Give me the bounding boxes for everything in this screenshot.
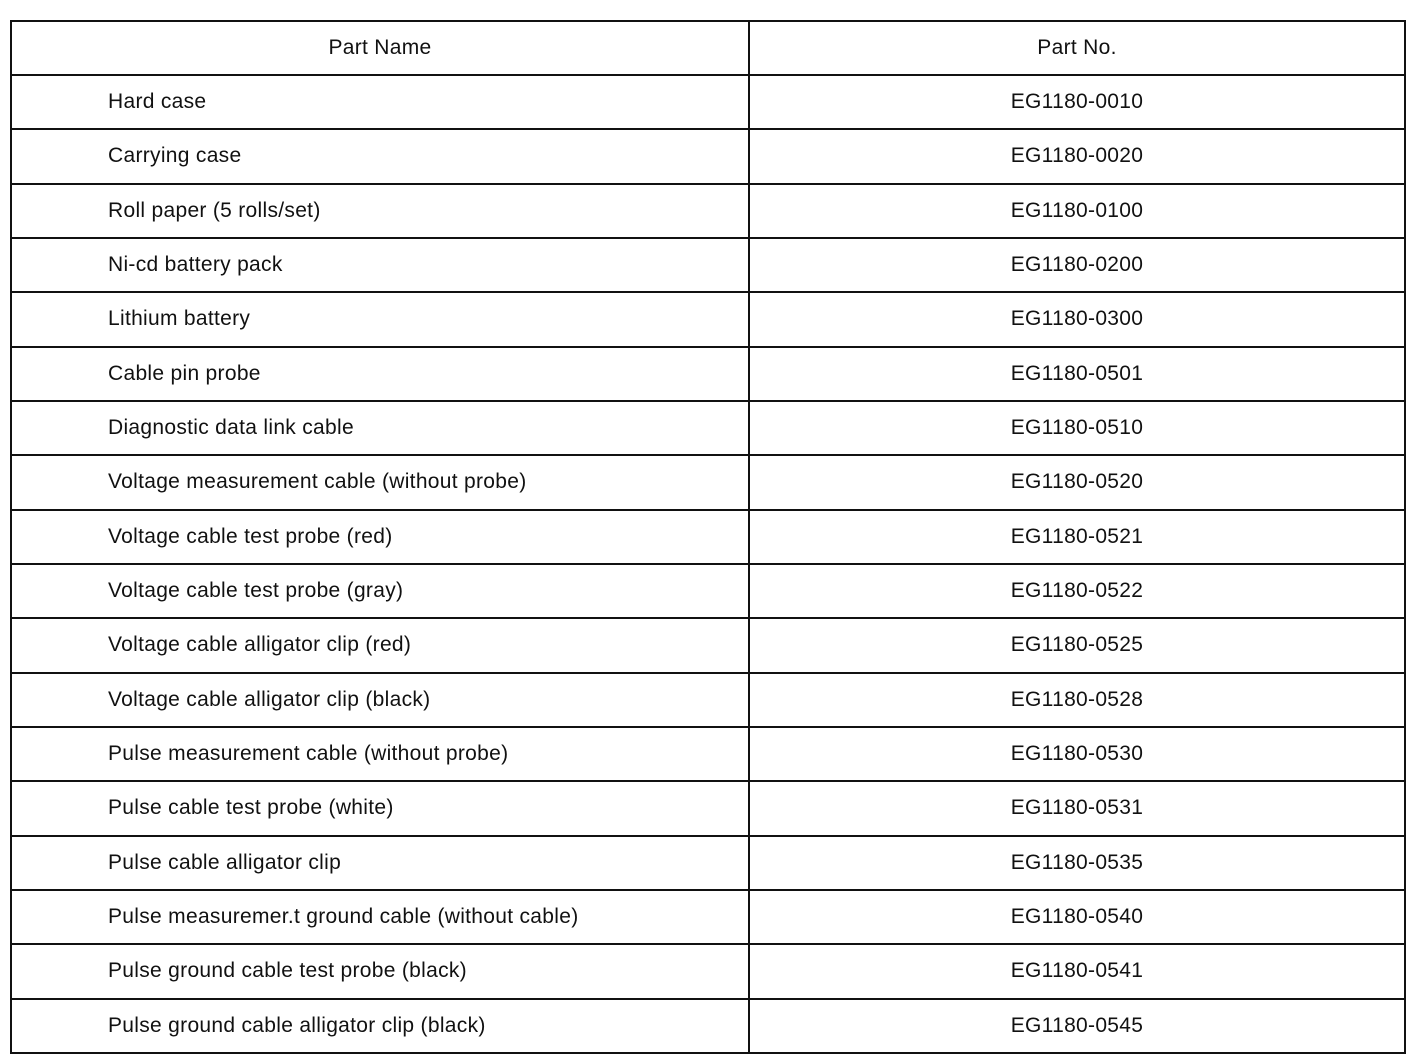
table-row <box>12 999 1404 1052</box>
part-name-cell: Hard case <box>12 75 749 129</box>
part-no-cell: EG1180-0535 <box>749 836 1404 890</box>
part-name-cell: Pulse cable alligator clip <box>12 836 749 890</box>
part-no-cell: EG1180-0010 <box>749 75 1404 129</box>
table-row <box>12 727 1404 781</box>
part-no-cell: EG1180-0020 <box>749 129 1404 183</box>
part-name-cell: Pulse ground cable test probe (black) <box>12 944 749 998</box>
part-no-cell: EG1180-0545 <box>749 999 1404 1052</box>
header-row <box>12 22 1404 75</box>
table-row <box>12 75 1404 129</box>
part-no-cell: EG1180-0521 <box>749 510 1404 564</box>
part-name-cell: Pulse measuremer.t ground cable (without cable) <box>12 890 749 944</box>
part-name-cell: Carrying case <box>12 129 749 183</box>
part-name-cell: Voltage cable alligator clip (black) <box>12 673 749 727</box>
table-row <box>12 292 1404 346</box>
parts-table <box>12 22 1404 1052</box>
table-row <box>12 781 1404 835</box>
table-body <box>12 75 1404 1052</box>
table-row <box>12 673 1404 727</box>
part-name-cell: Lithium battery <box>12 292 749 346</box>
table-row <box>12 238 1404 292</box>
table-row <box>12 890 1404 944</box>
part-name-cell: Pulse ground cable alligator clip (black) <box>12 999 749 1052</box>
part-name-cell: Diagnostic data link cable <box>12 401 749 455</box>
table-row <box>12 618 1404 672</box>
part-name-cell: Pulse cable test probe (white) <box>12 781 749 835</box>
part-name-cell: Roll paper (5 rolls/set) <box>12 184 749 238</box>
part-no-cell: EG1180-0300 <box>749 292 1404 346</box>
part-no-cell: EG1180-0501 <box>749 347 1404 401</box>
part-name-cell: Cable pin probe <box>12 347 749 401</box>
part-no-cell: EG1180-0525 <box>749 618 1404 672</box>
part-name-cell: Voltage cable alligator clip (red) <box>12 618 749 672</box>
table-row <box>12 564 1404 618</box>
table-row <box>12 347 1404 401</box>
part-no-cell: EG1180-0540 <box>749 890 1404 944</box>
part-name-cell: Voltage cable test probe (gray) <box>12 564 749 618</box>
part-no-cell: EG1180-0531 <box>749 781 1404 835</box>
part-no-cell: EG1180-0510 <box>749 401 1404 455</box>
part-no-cell: EG1180-0541 <box>749 944 1404 998</box>
part-no-cell: EG1180-0530 <box>749 727 1404 781</box>
table-row <box>12 510 1404 564</box>
table-row <box>12 455 1404 509</box>
table-row <box>12 944 1404 998</box>
header-part-no: Part No. <box>749 22 1404 75</box>
table-row <box>12 129 1404 183</box>
table-row <box>12 184 1404 238</box>
part-name-cell: Voltage cable test probe (red) <box>12 510 749 564</box>
part-name-cell: Pulse measurement cable (without probe) <box>12 727 749 781</box>
part-no-cell: EG1180-0100 <box>749 184 1404 238</box>
table-row <box>12 401 1404 455</box>
part-no-cell: EG1180-0522 <box>749 564 1404 618</box>
part-no-cell: EG1180-0528 <box>749 673 1404 727</box>
table-row <box>12 836 1404 890</box>
part-name-cell: Voltage measurement cable (without probe) <box>12 455 749 509</box>
parts-table-frame <box>10 20 1406 1054</box>
header-part-name: Part Name <box>12 22 749 75</box>
table-header <box>12 22 1404 75</box>
part-name-cell: Ni-cd battery pack <box>12 238 749 292</box>
part-no-cell: EG1180-0520 <box>749 455 1404 509</box>
part-no-cell: EG1180-0200 <box>749 238 1404 292</box>
